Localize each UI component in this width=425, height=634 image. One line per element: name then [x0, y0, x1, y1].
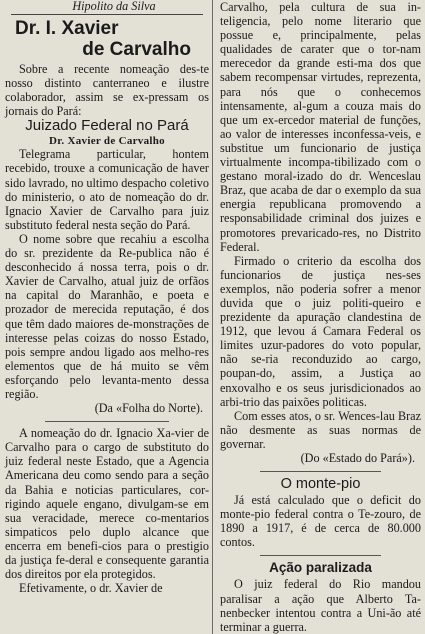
headline-line-1: Dr. I. Xavier — [15, 18, 119, 39]
section-divider — [260, 555, 381, 556]
right-column — [218, 0, 423, 634]
paragraph: Carvalho, pela cultura de sua in-teligencia, pelo nome literario que possue e, principalmente, pelas qualidades de carater que o tor-nam merecedor da grande esti-ma dos que sabem recompensar virtudes, reprezenta, para nós que o conhecemos intensamente, al-gum a couza mais do que um ex-ercedor material de funções, ao valor de interesses inconfessa-veis, e substitue um funcionario de justiça virtualmente incompa-tibilizado com o gestano moral-izado do dr. Wenceslau Braz, que acaba de dar o exemplo da sua energia republicana promovendo a responsabilidade criminal dos juizes e promotores prevaricado-res, no Distrito Federal. — [220, 0, 421, 254]
byline-rule — [11, 14, 203, 15]
subheading-juizado: Juizado Federal no Pará — [25, 117, 189, 135]
article-headline — [5, 18, 209, 60]
subheading-name: Dr. Xavier de Carvalho — [49, 135, 165, 148]
source-citation: (Do «Estado do Pará»). — [300, 451, 415, 465]
heading-monte-pio: O monte-pio — [280, 476, 361, 493]
byline: Hipolito da Silva — [72, 0, 156, 13]
section-divider — [45, 421, 169, 422]
paragraph: O juiz federal do Rio mandou paralisar a ação que Alberto Ta-nenbecker intentou contra a Uni-ão até terminar a guerra. — [220, 577, 421, 634]
paragraph: A nomeação do dr. Ignacio Xa-vier de Carvalho para o cargo de substituto do juiz federal neste Estado, que a Agencia Americana deu como sendo para a seção da Bahia e noticias particulares, cor-rigindo aquele engano, divulgam-se em sua veracidade, merece co-mentarios simpaticos pelo duplo alcance que encerra em benefi-cios para o prestigio da justiça fe-deral e consequente garantia dos direitos por ela protegidos. — [5, 426, 209, 582]
heading-acao-paralizada: Ação paralizada — [269, 560, 372, 576]
paragraph: Efetivamente, o dr. Xavier de — [19, 581, 163, 596]
headline-line-2: de Carvalho — [82, 39, 191, 60]
paragraph: Firmado o criterio da escolha dos funcionarios de justiça nes-ses exemplos, não poderia sofrer a menor duvida que o juiz politi-queiro e prezidente da apuração clandestina de 1912, que levou á Camara Federal os limites uzur-padores do voto popular, não se-ria reconduzido ao cargo, poupan-do, assim, a Justiça ao enxovalho e os seus jurisdicionados ao arbi-trio das paixões politicas. — [220, 253, 421, 409]
paragraph: Com esses atos, o sr. Wences-lau Braz não desmente as suas normas de governar. — [220, 408, 421, 451]
intro-paragraph: Sobre a recente nomeação des-te nosso distinto canterraneo e ilustre colaborador, assim se ex-pressam os jornais do Pará: — [5, 62, 209, 119]
section-divider — [260, 471, 381, 472]
source-citation: (Da «Folha do Norte). — [94, 401, 203, 416]
paragraph: Já está calculado que o deficit do monte-pio federal contra o Te-zouro, de 1890 a 1917, é de cerca de 80.000 contos. — [220, 493, 421, 550]
paragraph: O nome sobre que recahiu a escolha do sr. prezidente da Re-publica não é desconhecido á nossa terra, pois o dr. Xavier de Carvalho, atual juiz de orfãos na capital do Maranhão, e poeta e prozador de merecida reputação, é dos que têm dado maiores de-monstrações de interesse pelas coizas do nosso Estado, pois sempre andou ligado aos melho-res elementos que de há muito se vêm esforçando pelo levanta-mento dessa região. — [5, 231, 209, 401]
left-column — [3, 0, 211, 634]
column-divider — [212, 0, 213, 634]
paragraph: Telegrama particular, hontem recebido, trouxe a comunicação de haver sido lavrado, no ultimo despacho coletivo do ministerio, o ato de nomeação do dr. Ignacio Xavier de Carvalho para juiz substituto federal nesta seção do Pará. — [5, 147, 209, 232]
